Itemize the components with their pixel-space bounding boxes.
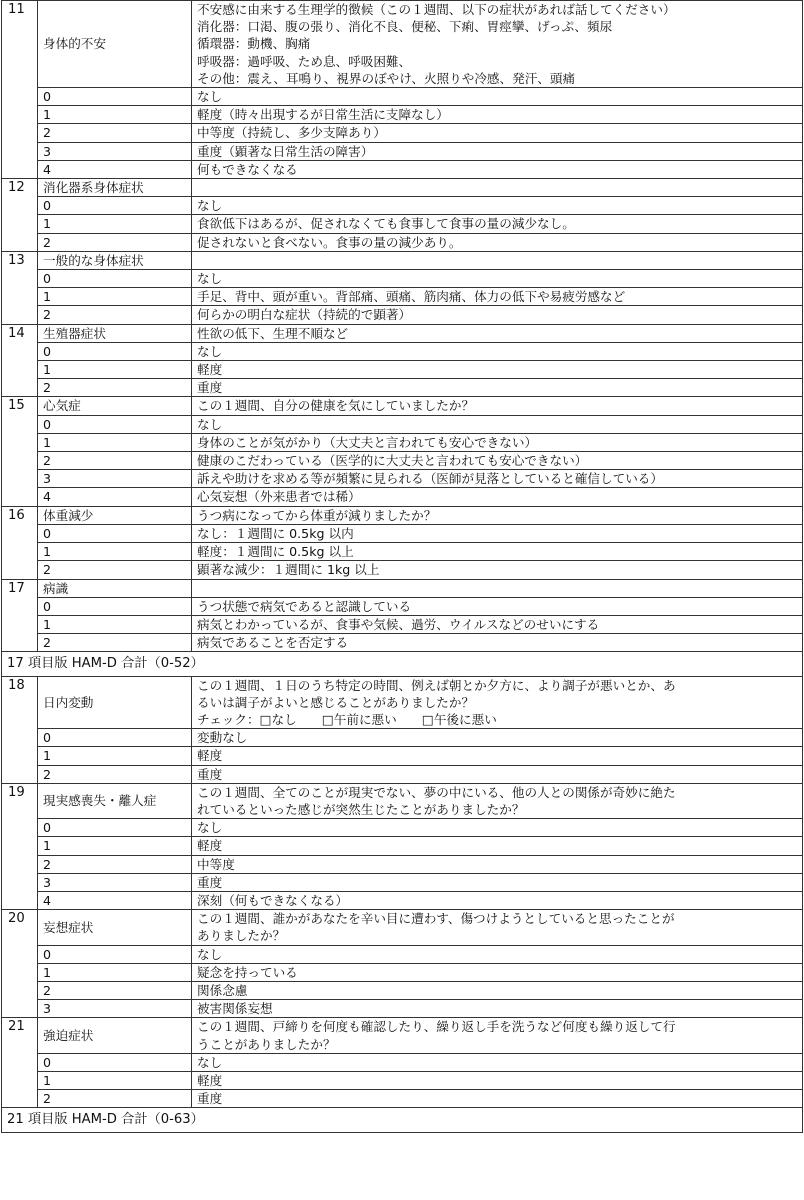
option-score: 3 xyxy=(38,873,192,891)
option-row xyxy=(2,106,803,124)
option-score: 4 xyxy=(38,488,192,506)
option-score: 2 xyxy=(38,561,192,579)
description-line: この１週間、誰かがあなたを辛い目に遭わす、傷つけようとしていると思ったことが xyxy=(197,911,675,927)
option-score: 2 xyxy=(38,306,192,324)
option-score: 0 xyxy=(38,597,192,615)
total-label: 17 項目版 HAM-D 合計（0-52） xyxy=(2,652,803,676)
item-description xyxy=(192,676,803,729)
option-row xyxy=(2,1071,803,1089)
option-row xyxy=(2,747,803,765)
option-score: 0 xyxy=(38,524,192,542)
item-header-row xyxy=(2,397,803,415)
option-score: 3 xyxy=(38,142,192,160)
item-description xyxy=(192,783,803,818)
description-line: るいは調子がよいと感じることがありましたか？ xyxy=(197,694,475,710)
option-score: 1 xyxy=(38,543,192,561)
item-number: 12 xyxy=(2,179,38,252)
option-text: 身体のことが気がかり（大丈夫と言われても安心できない） xyxy=(192,433,803,451)
option-text: なし xyxy=(192,270,803,288)
item-number: 17 xyxy=(2,579,38,652)
option-text: 健康のこだわっている（医学的に大丈夫と言われても安心できない） xyxy=(192,452,803,470)
option-score: 0 xyxy=(38,819,192,837)
description-line: うつ病になってから体重が減りましたか？ xyxy=(197,507,437,523)
option-row xyxy=(2,452,803,470)
option-score: 0 xyxy=(38,88,192,106)
option-text: なし：１週間に 0.5kg 以内 xyxy=(192,524,803,542)
option-score: 0 xyxy=(38,197,192,215)
option-row xyxy=(2,524,803,542)
total-row xyxy=(2,1108,803,1132)
option-text: 何もできなくなる xyxy=(192,160,803,178)
description-line: チェック：□なし □午前に悪い □午後に悪い xyxy=(197,711,497,727)
item-header-row xyxy=(2,783,803,818)
item-number: 11 xyxy=(2,1,38,179)
item-number: 20 xyxy=(2,910,38,1018)
option-row xyxy=(2,597,803,615)
ham-d-table xyxy=(1,0,803,1133)
option-text: なし xyxy=(192,197,803,215)
option-score: 1 xyxy=(38,837,192,855)
option-score: 1 xyxy=(38,615,192,633)
description-line: この１週間、１日のうち特定の時間、例えば朝とか夕方に、より調子が悪いとか、あ xyxy=(197,677,676,693)
option-score: 1 xyxy=(38,215,192,233)
option-text: 軽度：１週間に 0.5kg 以上 xyxy=(192,543,803,561)
item-title: 現実感喪失・離人症 xyxy=(38,783,192,818)
description-line: ありましたか？ xyxy=(197,928,286,944)
option-score: 0 xyxy=(38,270,192,288)
option-score: 4 xyxy=(38,160,192,178)
description-line xyxy=(197,580,797,597)
item-title: 生殖器症状 xyxy=(38,324,192,342)
item-number: 18 xyxy=(2,676,38,783)
option-row xyxy=(2,415,803,433)
option-row xyxy=(2,233,803,251)
option-row xyxy=(2,124,803,142)
option-row xyxy=(2,615,803,633)
item-title: 消化器系身体症状 xyxy=(38,179,192,197)
option-score: 2 xyxy=(38,981,192,999)
option-row xyxy=(2,1090,803,1108)
item-description xyxy=(192,251,803,269)
item-header-row xyxy=(2,1018,803,1053)
description-line: うことがありましたか？ xyxy=(197,1036,336,1052)
option-score: 2 xyxy=(38,124,192,142)
option-row xyxy=(2,142,803,160)
option-text: 重度 xyxy=(192,1090,803,1108)
option-row xyxy=(2,288,803,306)
option-text: なし xyxy=(192,88,803,106)
option-text: 何らかの明白な症状（持続的で顕著） xyxy=(192,306,803,324)
item-header-row xyxy=(2,910,803,945)
option-text: 被害関係妄想 xyxy=(192,1000,803,1018)
option-score: 4 xyxy=(38,891,192,909)
option-text: 深刻（何もできなくなる） xyxy=(192,891,803,909)
option-score: 0 xyxy=(38,945,192,963)
option-row xyxy=(2,855,803,873)
ham-d-table-body xyxy=(2,1,803,1133)
item-title: 心気症 xyxy=(38,397,192,415)
item-number: 14 xyxy=(2,324,38,397)
option-text: 病気とわかっているが、食事や気候、過労、ウイルスなどのせいにする xyxy=(192,615,803,633)
item-description xyxy=(192,506,803,524)
option-score: 2 xyxy=(38,765,192,783)
description-line: 消化器：口渇、腹の張り、消化不良、便秘、下痢、胃痙攣、げっぷ、頻尿 xyxy=(197,19,613,35)
item-title: 体重減少 xyxy=(38,506,192,524)
option-text: 軽度（時々出現するが日常生活に支障なし） xyxy=(192,106,803,124)
option-text: 中等度（持続し、多少支障あり） xyxy=(192,124,803,142)
item-description xyxy=(192,179,803,197)
option-text: 関係念慮 xyxy=(192,981,803,999)
option-text: 重度（顕著な日常生活の障害） xyxy=(192,142,803,160)
option-text: 手足、背中、頭が重い。背部痛、頭痛、筋肉痛、体力の低下や易疲労感など xyxy=(192,288,803,306)
option-row xyxy=(2,1000,803,1018)
option-row xyxy=(2,819,803,837)
item-header-row xyxy=(2,1,803,88)
item-number: 15 xyxy=(2,397,38,506)
option-score: 3 xyxy=(38,1000,192,1018)
option-text: 疑念を持っている xyxy=(192,963,803,981)
option-row xyxy=(2,88,803,106)
item-title: 強迫症状 xyxy=(38,1018,192,1053)
option-row xyxy=(2,270,803,288)
item-title: 一般的な身体症状 xyxy=(38,251,192,269)
option-row xyxy=(2,765,803,783)
option-row xyxy=(2,379,803,397)
option-text: 重度 xyxy=(192,379,803,397)
option-score: 0 xyxy=(38,1053,192,1071)
option-row xyxy=(2,470,803,488)
option-row xyxy=(2,543,803,561)
option-text: 軽度 xyxy=(192,361,803,379)
option-text: 中等度 xyxy=(192,855,803,873)
option-row xyxy=(2,160,803,178)
option-score: 1 xyxy=(38,288,192,306)
option-text: なし xyxy=(192,819,803,837)
option-score: 2 xyxy=(38,452,192,470)
option-score: 1 xyxy=(38,747,192,765)
total-row xyxy=(2,652,803,676)
option-row xyxy=(2,634,803,652)
option-text: 軽度 xyxy=(192,837,803,855)
option-score: 2 xyxy=(38,233,192,251)
option-score: 2 xyxy=(38,379,192,397)
option-row xyxy=(2,306,803,324)
item-number: 21 xyxy=(2,1018,38,1108)
description-line: れているといった感じが突然生じたことがありましたか？ xyxy=(197,801,525,817)
option-text: うつ状態で病気であると認識している xyxy=(192,597,803,615)
option-row xyxy=(2,945,803,963)
item-description xyxy=(192,397,803,415)
option-score: 1 xyxy=(38,433,192,451)
item-number: 13 xyxy=(2,251,38,324)
description-line: 不安感に由来する生理学的徴候（この１週間、以下の症状があれば話してください） xyxy=(197,2,676,17)
description-line: 循環器：動機、胸痛 xyxy=(197,36,311,52)
option-row xyxy=(2,215,803,233)
option-text: なし xyxy=(192,945,803,963)
option-row xyxy=(2,361,803,379)
option-row xyxy=(2,963,803,981)
option-row xyxy=(2,837,803,855)
option-score: 1 xyxy=(38,1071,192,1089)
description-line xyxy=(197,179,797,196)
option-row xyxy=(2,342,803,360)
option-score: 3 xyxy=(38,470,192,488)
item-title: 日内変動 xyxy=(38,676,192,729)
description-line xyxy=(197,252,797,269)
item-header-row xyxy=(2,324,803,342)
option-text: 重度 xyxy=(192,765,803,783)
option-text: なし xyxy=(192,415,803,433)
item-description xyxy=(192,579,803,597)
option-text: なし xyxy=(192,1053,803,1071)
description-line: この１週間、自分の健康を気にしていましたか？ xyxy=(197,398,475,414)
option-row xyxy=(2,981,803,999)
option-text: 変動なし xyxy=(192,729,803,747)
option-row xyxy=(2,488,803,506)
option-text: 軽度 xyxy=(192,1071,803,1089)
option-score: 0 xyxy=(38,415,192,433)
option-score: 1 xyxy=(38,361,192,379)
option-row xyxy=(2,197,803,215)
item-description xyxy=(192,1,803,88)
option-score: 1 xyxy=(38,963,192,981)
option-score: 2 xyxy=(38,634,192,652)
option-row xyxy=(2,729,803,747)
option-text: なし xyxy=(192,342,803,360)
option-text: 軽度 xyxy=(192,747,803,765)
item-title: 病識 xyxy=(38,579,192,597)
item-header-row xyxy=(2,251,803,269)
option-score: 0 xyxy=(38,729,192,747)
option-score: 2 xyxy=(38,855,192,873)
option-text: 病気であることを否定する xyxy=(192,634,803,652)
item-number: 19 xyxy=(2,783,38,909)
item-header-row xyxy=(2,506,803,524)
item-header-row xyxy=(2,579,803,597)
description-line: この１週間、全てのことが現実でない、夢の中にいる、他の人との関係が奇妙に絶た xyxy=(197,784,676,800)
description-line: 性欲の低下、生理不順など xyxy=(197,325,349,341)
item-title: 妄想症状 xyxy=(38,910,192,945)
description-line: この１週間、戸締りを何度も確認したり、繰り返し手を洗うなど何度も繰り返して行 xyxy=(197,1019,676,1035)
option-text: 食欲低下はあるが、促されなくても食事して食事の量の減少なし。 xyxy=(192,215,803,233)
item-description xyxy=(192,1018,803,1053)
item-header-row xyxy=(2,179,803,197)
option-text: 顕著な減少：１週間に 1kg 以上 xyxy=(192,561,803,579)
option-score: 0 xyxy=(38,342,192,360)
item-description xyxy=(192,324,803,342)
option-row xyxy=(2,1053,803,1071)
item-description xyxy=(192,910,803,945)
description-line: その他：震え、耳鳴り、視界のぼやけ、火照りや冷感、発汗、頭痛 xyxy=(197,70,576,86)
item-header-row xyxy=(2,676,803,729)
option-text: 心気妄想（外来患者では稀） xyxy=(192,488,803,506)
total-label: 21 項目版 HAM-D 合計（0-63） xyxy=(2,1108,803,1132)
item-title: 身体的不安 xyxy=(38,1,192,88)
option-row xyxy=(2,891,803,909)
option-text: 重度 xyxy=(192,873,803,891)
option-row xyxy=(2,433,803,451)
option-score: 2 xyxy=(38,1090,192,1108)
option-row xyxy=(2,561,803,579)
option-text: 訴えや助けを求める等が頻繁に見られる（医師が見落としていると確信している） xyxy=(192,470,803,488)
item-number: 16 xyxy=(2,506,38,579)
option-row xyxy=(2,873,803,891)
description-line: 呼吸器：過呼吸、ため息、呼吸困難、 xyxy=(197,53,412,69)
option-text: 促されないと食べない。食事の量の減少あり。 xyxy=(192,233,803,251)
option-score: 1 xyxy=(38,106,192,124)
